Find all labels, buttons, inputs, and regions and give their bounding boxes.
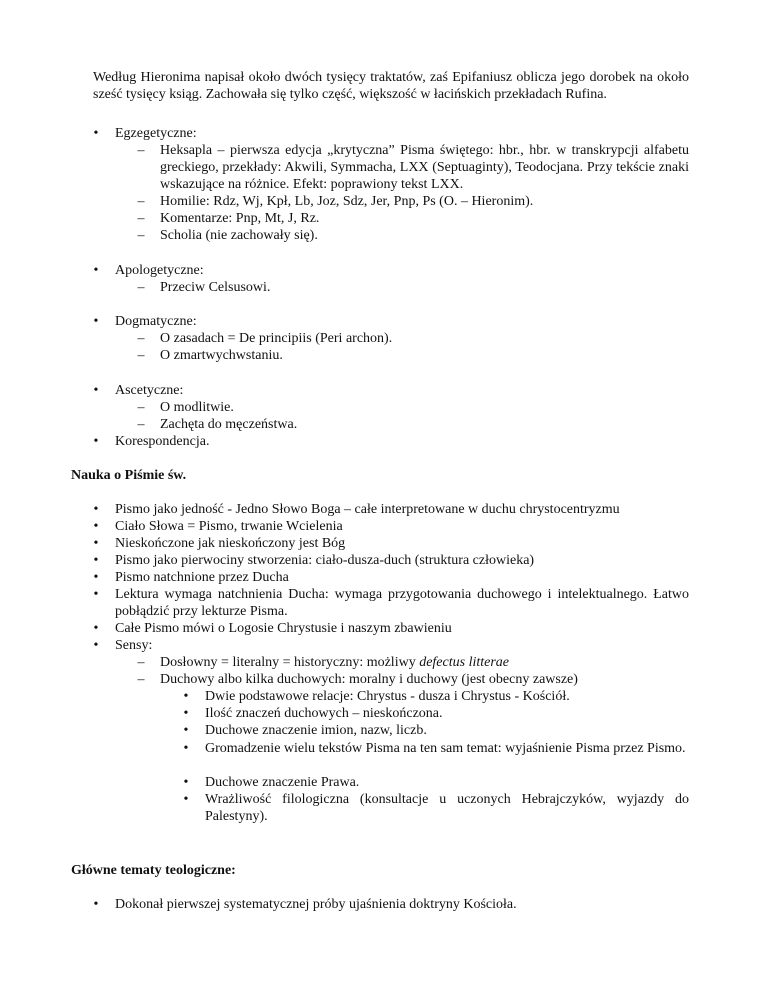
bullet-marker: • [93,519,99,534]
exegetical-item-scholia: Scholia (nie zachowały się). [160,228,318,243]
bullet-marker: • [93,536,99,551]
scripture-item: Całe Pismo mówi o Logosie Chrystusie i naszym zbawieniu [115,621,452,636]
bullet-marker: • [93,621,99,636]
scripture-item: Pismo jako jedność - Jedno Słowo Boga – całe interpretowane w duchu chrystocentryzmu [115,502,620,517]
dash-marker: – [137,280,145,295]
works-ascetic-label: Ascetyczne: [115,383,184,398]
bullet-marker: • [93,638,99,653]
dash-marker: – [137,348,145,363]
dash-marker: – [137,655,145,670]
intro-paragraph: Według Hieronima napisał około dwóch tysięcy traktatów, zaś Epifaniusz oblicza jego dorobek na około sześć tysięcy ksiąg. Zachowała się tylko część, większość w łacińskich przekładach Rufina. [93,70,689,102]
spiritual-item: Dwie podstawowe relacje: Chrystus - dusza i Chrystus - Kościół. [205,689,570,704]
works-correspondence: Korespondencja. [115,434,210,449]
scripture-item-senses: Sensy: [115,638,153,653]
sense-literal-text: Dosłowny = literalny = historyczny: możliwy [160,655,420,670]
bullet-marker: • [183,706,189,721]
dash-marker: – [137,228,145,243]
bullet-marker: • [93,587,99,602]
bullet-marker: • [93,570,99,585]
sense-spiritual: Duchowy albo kilka duchowych: moralny i duchowy (jest obecny zawsze) [160,672,578,687]
dash-marker: – [137,672,145,687]
section-heading-themes: Główne tematy teologiczne: [71,863,236,878]
bullet-marker: • [93,263,99,278]
exegetical-item-hexapla: Heksapla – pierwsza edycja „krytyczna” Pisma świętego: hbr., hbr. w transkrypcji alfabetu greckiego, przekłady: Akwili, Symmacha, LXX (Septuaginty), Teodocjana. Przy tekście znaki wskazujące na różnice. Efekt: poprawiony tekst LXX. [160,143,689,192]
dogmatic-item: O zasadach = De principiis (Peri archon). [160,331,393,346]
spiritual-item: Wrażliwość filologiczna (konsultacje u uczonych Hebrajczyków, wyjazdy do Palestyny). [205,792,689,824]
exegetical-item-commentaries: Komentarze: Pnp, Mt, J, Rz. [160,211,320,226]
ascetic-item: Zachęta do męczeństwa. [160,417,298,432]
sense-literal [160,654,689,671]
works-exegetical-label: Egzegetyczne: [115,126,197,141]
dogmatic-item: O zmartwychwstaniu. [160,348,283,363]
bullet-marker: • [183,723,189,738]
dash-marker: – [137,211,145,226]
bullet-marker: • [183,689,189,704]
bullet-marker: • [93,434,99,449]
dash-marker: – [137,400,145,415]
bullet-marker: • [93,383,99,398]
themes-item: Dokonał pierwszej systematycznej próby ujaśnienia doktryny Kościoła. [115,897,517,912]
bullet-marker: • [93,553,99,568]
dash-marker: – [137,417,145,432]
spiritual-item: Ilość znaczeń duchowych – nieskończona. [205,706,443,721]
bullet-marker: • [183,775,189,790]
apologetic-item: Przeciw Celsusowi. [160,280,271,295]
spiritual-item: Duchowe znaczenie Prawa. [205,775,360,790]
spiritual-item: Gromadzenie wielu tekstów Pisma na ten sam temat: wyjaśnienie Pisma przez Pismo. [205,741,686,756]
scripture-item: Pismo jako pierwociny stworzenia: ciało-dusza-duch (struktura człowieka) [115,553,535,568]
spiritual-item: Duchowe znaczenie imion, nazw, liczb. [205,723,427,738]
dash-marker: – [137,194,145,209]
exegetical-item-homilies: Homilie: Rdz, Wj, Kpł, Lb, Joz, Sdz, Jer, Pnp, Ps (O. – Hieronim). [160,194,534,209]
section-heading-scripture: Nauka o Piśmie św. [71,468,187,483]
bullet-marker: • [93,502,99,517]
scripture-item: Lektura wymaga natchnienia Ducha: wymaga przygotowania duchowego i intelektualnego. Łatwo pobłądzić przy lekturze Pisma. [115,587,689,619]
sense-literal-emphasis: defectus litterae [419,655,510,670]
bullet-marker: • [93,897,99,912]
works-dogmatic-label: Dogmatyczne: [115,314,197,329]
bullet-marker: • [93,126,99,141]
dash-marker: – [137,331,145,346]
bullet-marker: • [183,792,189,807]
scripture-item: Ciało Słowa = Pismo, trwanie Wcielenia [115,519,343,534]
scripture-item: Pismo natchnione przez Ducha [115,570,289,585]
bullet-marker: • [93,314,99,329]
works-apologetic-label: Apologetyczne: [115,263,204,278]
dash-marker: – [137,143,145,158]
ascetic-item: O modlitwie. [160,400,234,415]
scripture-item: Nieskończone jak nieskończony jest Bóg [115,536,346,551]
bullet-marker: • [183,741,189,756]
